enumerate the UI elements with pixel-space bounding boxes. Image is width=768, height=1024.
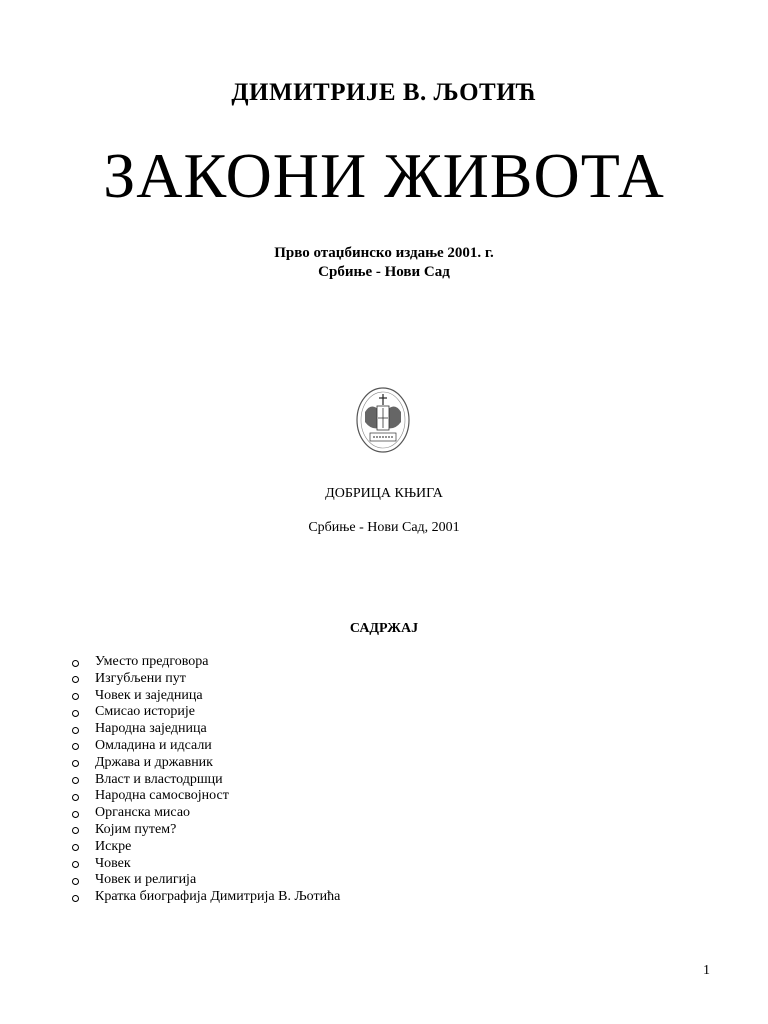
toc-item: Народна самосвојност — [70, 788, 340, 805]
bullet-icon — [72, 676, 79, 683]
bullet-icon — [72, 660, 79, 667]
bullet-icon — [72, 777, 79, 784]
book-title: ЗАКОНИ ЖИВОТА — [103, 140, 665, 211]
publication-place-year: Србиње - Нови Сад, 2001 — [308, 520, 460, 535]
toc-heading: САДРЖАЈ — [349, 621, 419, 636]
author-name: ДИМИТРИЈЕ В. ЉОТИЋ — [231, 79, 537, 106]
bullet-icon — [72, 844, 79, 851]
edition-line-2: Србиње - Нови Сад — [318, 264, 450, 280]
toc-item: Човек и религија — [70, 872, 340, 889]
table-of-contents — [70, 654, 340, 906]
toc-item: Искре — [70, 839, 340, 856]
bullet-icon — [72, 878, 79, 885]
toc-item: Држава и државник — [70, 755, 340, 772]
bullet-icon — [72, 794, 79, 801]
publisher-emblem-icon — [355, 386, 411, 454]
toc-item: Смисао историје — [70, 704, 340, 721]
toc-item: Власт и властодршци — [70, 772, 340, 789]
toc-item: Човек и заједница — [70, 688, 340, 705]
edition-line-1: Прво отаџбинско издање 2001. г. — [274, 245, 494, 261]
bullet-icon — [72, 827, 79, 834]
bullet-icon — [72, 861, 79, 868]
page-number: 1 — [703, 963, 710, 978]
bullet-icon — [72, 743, 79, 750]
edition-info — [0, 244, 768, 282]
toc-item: Уместо предговора — [70, 654, 340, 671]
toc-item: Органска мисао — [70, 805, 340, 822]
toc-item: Народна заједница — [70, 721, 340, 738]
bullet-icon — [72, 727, 79, 734]
bullet-icon — [72, 811, 79, 818]
toc-item: Човек — [70, 856, 340, 873]
toc-item: Омладина и идсали — [70, 738, 340, 755]
bullet-icon — [72, 760, 79, 767]
bullet-icon — [72, 693, 79, 700]
bullet-icon — [72, 710, 79, 717]
toc-item: Изгубљени пут — [70, 671, 340, 688]
publisher-name: ДОБРИЦА КЊИГА — [325, 486, 443, 501]
bullet-icon — [72, 895, 79, 902]
toc-item: Кратка биографија Димитрија В. Љотића — [70, 889, 340, 906]
toc-item: Којим путем? — [70, 822, 340, 839]
